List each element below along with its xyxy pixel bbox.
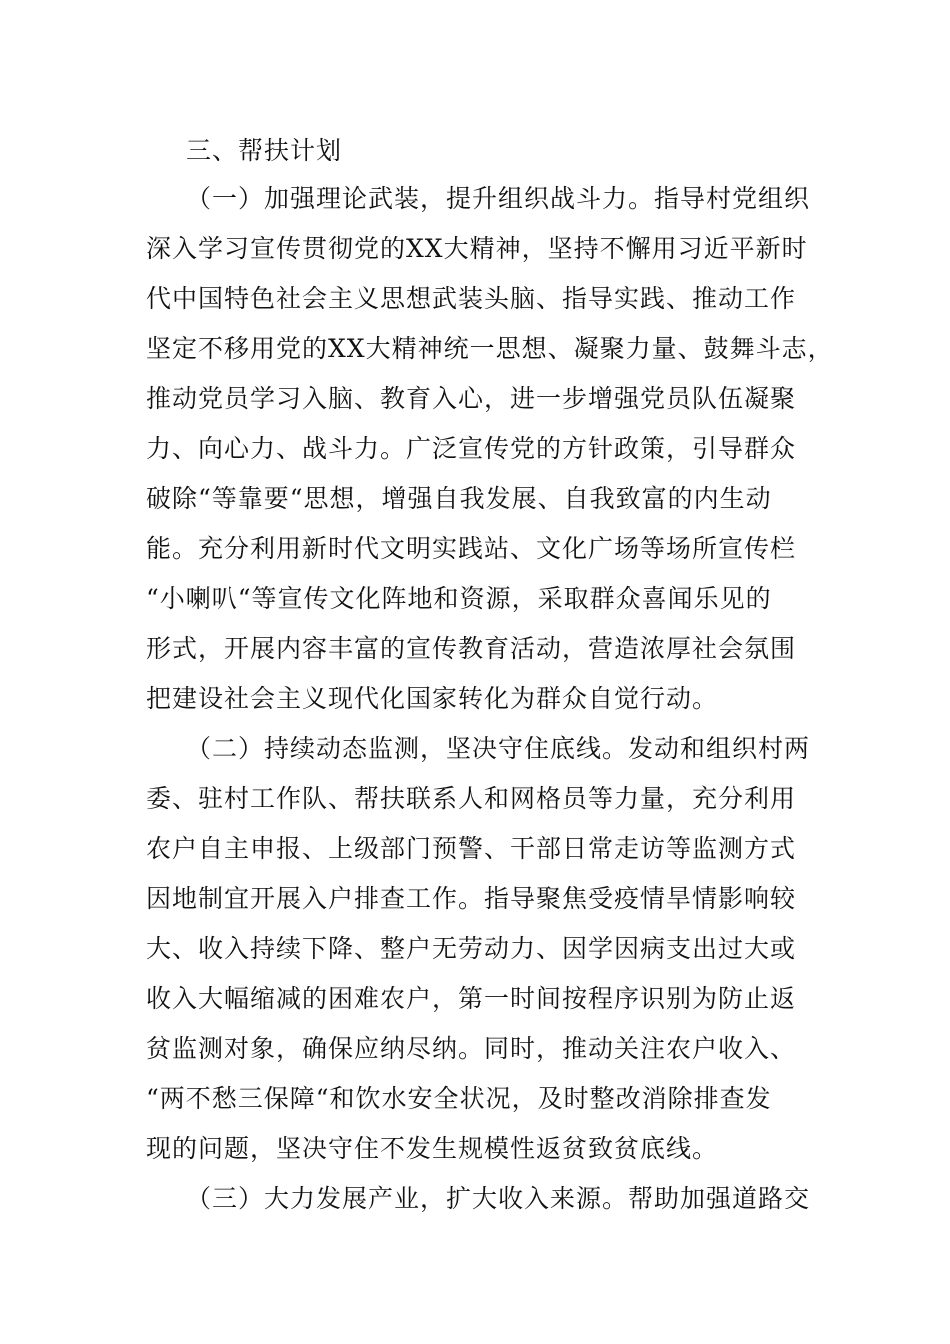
paragraph-1-line-1: （一）加强理论武装，提升组织战斗力。指导村党组织 [186,184,811,213]
paragraph-2-line-5: 大、收入持续下降、整户无劳动力、因学因病支出过大或 [146,934,797,963]
paragraph-2-line-4: 因地制宜开展入户排查工作。指导聚焦受疫情旱情影响较 [146,884,797,913]
paragraph-2-line-1: （二）持续动态监测，坚决守住底线。发动和组织村两 [186,734,811,763]
paragraph-1-line-7: 破除“等靠要“思想，增强自我发展、自我致富的内生动 [146,484,772,513]
section-heading: 三、帮扶计划 [186,136,343,165]
paragraph-1-line-8: 能。充分利用新时代文明实践站、文化广场等场所宣传栏 [146,534,797,563]
paragraph-2-line-3: 农户自主申报、上级部门预警、干部日常走访等监测方式 [146,834,797,863]
paragraph-1-line-9: “小喇叭“等宣传文化阵地和资源，采取群众喜闻乐见的 [146,584,772,613]
paragraph-1-line-10: 形式，开展内容丰富的宣传教育活动，营造浓厚社会氛围 [146,634,797,663]
paragraph-1-line-11: 把建设社会主义现代化国家转化为群众自觉行动。 [146,684,719,713]
paragraph-1-line-6: 力、向心力、战斗力。广泛宣传党的方针政策，引导群众 [146,434,797,463]
paragraph-2-line-8: “两不愁三保障“和饮水安全状况，及时整改消除排查发 [146,1084,772,1113]
paragraph-1-line-2: 深入学习宣传贯彻党的XX大精神，坚持不懈用习近平新时 [146,234,808,263]
paragraph-2-line-6: 收入大幅缩减的困难农户，第一时间按程序识别为防止返 [146,984,797,1013]
paragraph-2-line-7: 贫监测对象，确保应纳尽纳。同时，推动关注农户收入、 [146,1034,797,1063]
paragraph-2-line-9: 现的问题，坚决守住不发生规模性返贫致贫底线。 [146,1134,719,1163]
paragraph-1-line-5: 推动党员学习入脑、教育入心，进一步增强党员队伍凝聚 [146,384,797,413]
paragraph-2-line-2: 委、驻村工作队、帮扶联系人和网格员等力量，充分利用 [146,784,797,813]
paragraph-1-line-4: 坚定不移用党的XX大精神统一思想、凝聚力量、鼓舞斗志， [146,334,834,363]
paragraph-1-line-3: 代中国特色社会主义思想武装头脑、指导实践、推动工作 [146,284,797,313]
paragraph-3-line-1: （三）大力发展产业，扩大收入来源。帮助加强道路交 [186,1184,811,1213]
